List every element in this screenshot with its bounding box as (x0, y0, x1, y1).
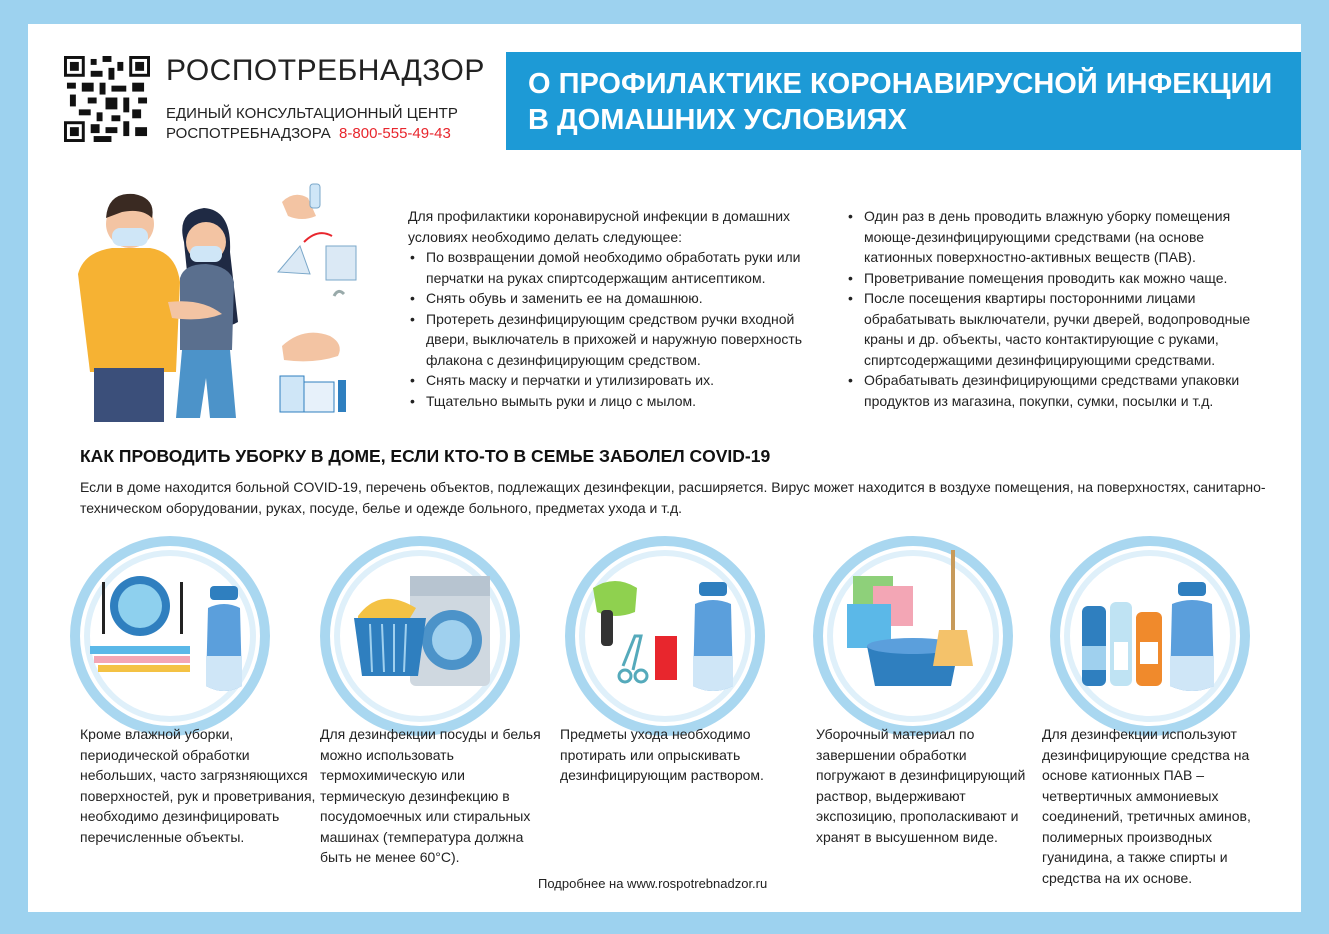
consult-center-line2: РОСПОТРЕБНАДЗОРА (166, 125, 331, 142)
intro-lead: Для профилактики коронавирусной инфекции в домашних условиях необходимо делать следующее: (408, 208, 791, 245)
consult-center (166, 104, 458, 144)
section-text: Если в доме находится больной COVID-19, перечень объектов, подлежащих дезинфекции, расширяется. Вирус может находится в воздухе помещения, на поверхностях, санитарно-техническом оборудовании, руках, посуде, белье и одежде больного, предметах ухода и т.д. (80, 479, 1266, 516)
list-item: • Протереть дезинфицирующим средством ручки входной двери, выключатель в прихожей и наружную поверхность флакона с дезинфицирующим средством. (408, 309, 838, 371)
cleaning-supplies-circle (813, 536, 1013, 736)
title-line1: О ПРОФИЛАКТИКЕ КОРОНАВИРУСНОЙ ИНФЕКЦИИ (528, 68, 1273, 100)
poster-title (506, 52, 1301, 150)
laundry-basket-and-washer-icon (330, 546, 510, 726)
home-routine-illustration (274, 176, 360, 416)
list-item: • Проветривание помещения проводить как можно чаще. (846, 268, 1266, 289)
footer-link[interactable]: Подробнее на www.rospotrebnadzor.ru (538, 876, 768, 891)
caption-5: Для дезинфекции используют дезинфицирующие средства на основе катионных ПАВ – четвертичных аммониевых соединений, третичных аминов, полимерных производных гуанидина, а также спирты и средства на их основе. (1042, 726, 1251, 886)
section-heading: КАК ПРОВОДИТЬ УБОРКУ В ДОМЕ, ЕСЛИ КТО-ТО В СЕМЬЕ ЗАБОЛЕЛ COVID-19 (80, 446, 771, 466)
title-line2: В ДОМАШНИХ УСЛОВИЯХ (528, 104, 907, 136)
intro-block (408, 206, 838, 411)
couple-in-masks-illustration (72, 182, 272, 422)
poster-sheet (28, 24, 1301, 912)
caption-4: Уборочный материал по завершении обработки погружают в дезинфицирующий раствор, выдерживают экспозицию, прополаскивают и хранят в высушенном виде. (816, 726, 1026, 845)
brand-name: РОСПОТРЕБНАДЗОР (166, 54, 485, 87)
list-item: • Снять обувь и заменить ее на домашнюю. (408, 288, 838, 309)
disinfectants-circle (1050, 536, 1250, 736)
list-item: • Обрабатывать дезинфицирующими средствами упаковки продуктов из магазина, покупки, сумки, посылки и т.д. (846, 370, 1266, 411)
dishes-spray-circle (70, 536, 270, 736)
right-list (846, 206, 1266, 411)
dishes-and-spray-icon (80, 546, 260, 726)
list-item: • Один раз в день проводить влажную уборку помещения моюще-дезинфицирующими средствами (на основе катионных поверхностно-активных веществ (ПАВ). (846, 206, 1266, 268)
hairdryer-scissors-comb-spray-icon (575, 546, 755, 726)
qr-code-icon (64, 56, 150, 142)
list-item: • Снять маску и перчатки и утилизировать их. (408, 370, 838, 391)
caption-1: Кроме влажной уборки, периодической обработки небольших, часто загрязняющихся поверхностей, рук и проветривания, необходимо дезинфицировать перечисленные объекты. (80, 726, 316, 845)
mop-bucket-cloths-icon (823, 546, 1003, 726)
intro-list (408, 247, 838, 411)
laundry-circle (320, 536, 520, 736)
caption-3: Предметы ухода необходимо протирать или опрыскивать дезинфицирующим раствором. (560, 726, 764, 783)
list-item: • После посещения квартиры посторонними лицами обрабатывать выключатели, ручки дверей, водопроводные краны и др. объекты, часто контактирующие с руками, спиртсодержащими дезинфицирующими средствами. (846, 288, 1266, 370)
right-column (846, 206, 1266, 411)
hotline-phone[interactable]: 8-800-555-49-43 (339, 125, 451, 142)
care-items-circle (565, 536, 765, 736)
list-item: • Тщательно вымыть руки и лицо с мылом. (408, 391, 838, 412)
list-item: • По возвращении домой необходимо обработать руки или перчатки на руках спиртсодержащим антисептиком. (408, 247, 838, 288)
caption-2: Для дезинфекции посуды и белья можно использовать термохимическую или термическую дезинфекцию в посудомоечных или стиральных машинах (температура должна быть не менее 60°C). (320, 726, 541, 865)
consult-center-line1: ЕДИНЫЙ КОНСУЛЬТАЦИОННЫЙ ЦЕНТР (166, 105, 458, 122)
disinfectant-bottles-icon (1060, 546, 1240, 726)
